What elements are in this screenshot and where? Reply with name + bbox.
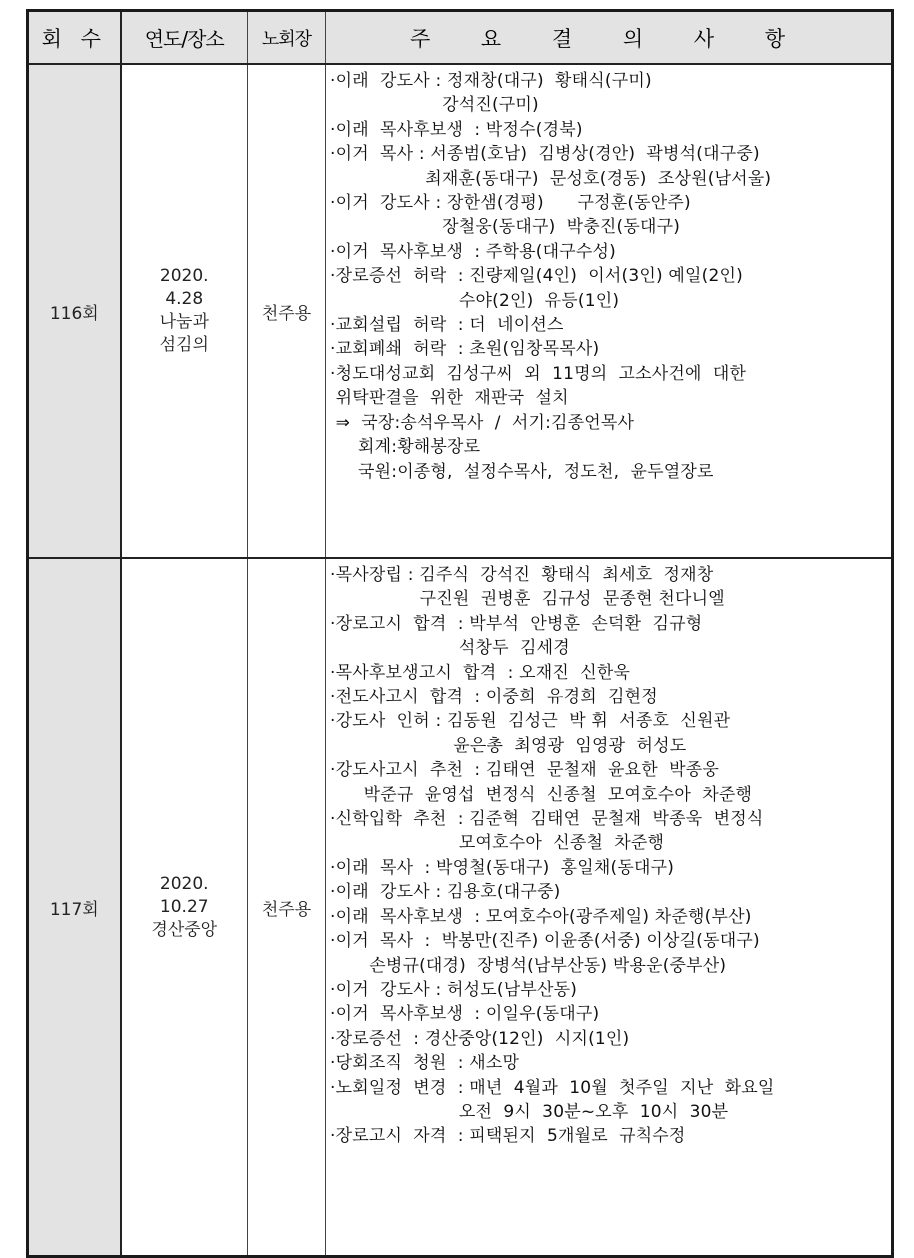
resolution-line: ·교회설립 허락 : 더 네이션스 [330, 315, 564, 336]
place-line: 섬김의 [159, 335, 209, 355]
resolution-line: ·이래 목사 : 박영철(동대구) 홍일채(동대구) [330, 857, 675, 878]
chair-cell: 천주용 [248, 558, 326, 1257]
resolution-line: ·이래 목사후보생 : 모여호수아(광주제일) 차준행(부산) [330, 906, 752, 927]
chair-cell: 천주용 [248, 64, 326, 558]
resolution-line: ·당회조직 청원 : 새소망 [330, 1053, 520, 1074]
resolution-line: 오전 9시 30분~오후 10시 30분 [330, 1101, 729, 1122]
resolution-line: ·목사후보생고시 합격 : 오재진 신한욱 [330, 662, 631, 683]
resolution-line: ·노회일정 변경 : 매년 4월과 10월 첫주일 지난 화요일 [330, 1077, 775, 1098]
date-place-cell [121, 558, 248, 1257]
date-line: 2020. [159, 873, 209, 894]
header-chair: 노회장 [248, 11, 326, 65]
resolution-line: 최재훈(동대구) 문성호(경동) 조상원(남서울) [330, 168, 772, 189]
resolution-line: ·이거 목사후보생 : 주학용(대구수성) [330, 241, 616, 262]
date-place-cell [121, 64, 248, 558]
resolution-line: 모여호수아 신종철 차준행 [330, 833, 665, 854]
resolution-line: 석창두 김세경 [330, 638, 570, 659]
resolution-line: ⇒ 국장:송석우목사 / 서기:김종언목사 [330, 412, 635, 433]
resolution-line: 윤은총 최영광 임영광 허성도 [330, 735, 687, 756]
date-line: 4.28 [165, 289, 204, 309]
resolution-line: ·장로고시 합격 : 박부석 안병훈 손덕환 김규형 [330, 613, 703, 634]
resolution-line: ·장로증선 : 경산중앙(12인) 시지(1인) [330, 1028, 630, 1049]
resolution-line: 국원:이종형, 설정수목사, 정도천, 윤두열장로 [330, 461, 714, 482]
resolution-line: 박준규 윤영섭 변정식 신종철 모여호수아 차준행 [330, 784, 753, 805]
resolution-line: ·이거 강도사 : 장한샘(경평) 구정훈(동안주) [330, 193, 691, 214]
resolution-line: 수야(2인) 유등(1인) [330, 290, 620, 311]
resolution-line: 강석진(구미) [330, 95, 539, 116]
header-date-place: 연도/장소 [121, 11, 248, 65]
place-line: 나눔과 [159, 312, 209, 332]
resolution-line: ·강도사 인허 : 김동원 김성근 박 휘 서종호 신원관 [330, 711, 731, 732]
resolution-line: ·청도대성교회 김성구씨 외 11명의 고소사건에 대한 [330, 363, 747, 384]
assembly-resolutions-table [26, 9, 894, 1258]
resolution-line: 구진원 권병훈 김규성 문종현 천다니엘 [330, 589, 725, 610]
resolution-line: ·이래 강도사 : 정재창(대구) 황태식(구미) [330, 71, 652, 91]
resolution-line: ·이거 목사후보생 : 이일우(동대구) [330, 1004, 600, 1025]
session-cell: 116회 [28, 64, 121, 558]
resolutions-cell [326, 558, 893, 1257]
resolution-line: 장철웅(동대구) 박충진(동대구) [330, 217, 681, 238]
date-line: 2020. [159, 266, 209, 286]
resolution-line: ·목사장립 : 김주식 강석진 황태식 최세호 정재창 [330, 565, 714, 585]
resolution-line: ·장로증선 허락 : 진량제일(4인) 이서(3인) 예일(2인) [330, 266, 743, 287]
table-row [28, 558, 893, 1257]
header-main-resolutions: 주 요 결 의 사 항 [326, 11, 893, 65]
resolution-line: ·이래 강도사 : 김용호(대구중) [330, 882, 561, 903]
header-session: 회 수 [28, 11, 121, 65]
resolution-line: ·이래 목사후보생 : 박정수(경북) [330, 119, 583, 140]
resolutions-cell [326, 64, 893, 558]
header-row [28, 11, 893, 65]
resolution-line: ·이거 목사 : 박봉만(진주) 이윤종(서중) 이상길(동대구) [330, 931, 760, 952]
place-line: 경산중앙 [151, 919, 218, 940]
resolution-line: ·신학입학 추천 : 김준혁 김태연 문철재 박종욱 변정식 [330, 809, 764, 830]
resolution-line: ·전도사고시 합격 : 이중희 유경희 김현정 [330, 687, 658, 708]
resolution-line: ·강도사고시 추천 : 김태연 문철재 윤요한 박종웅 [330, 760, 719, 781]
resolution-line: ·교회폐쇄 허락 : 초원(임창목목사) [330, 339, 600, 360]
resolution-line: ·이거 강도사 : 허성도(남부산동) [330, 979, 578, 1000]
table-row [28, 64, 893, 558]
date-line: 10.27 [159, 896, 209, 917]
resolution-line: 회계:황해봉장로 [330, 437, 481, 458]
resolution-line: 위탁판결을 위한 재판국 설치 [330, 388, 569, 409]
resolution-line: 손병규(대경) 장병석(남부산동) 박용운(중부산) [330, 955, 727, 976]
resolution-line: ·장로고시 자격 : 피택된지 5개월로 규칙수정 [330, 1126, 686, 1147]
resolution-line: ·이거 목사 : 서종범(호남) 김병상(경안) 곽병석(대구중) [330, 144, 760, 165]
session-cell: 117회 [28, 558, 121, 1257]
